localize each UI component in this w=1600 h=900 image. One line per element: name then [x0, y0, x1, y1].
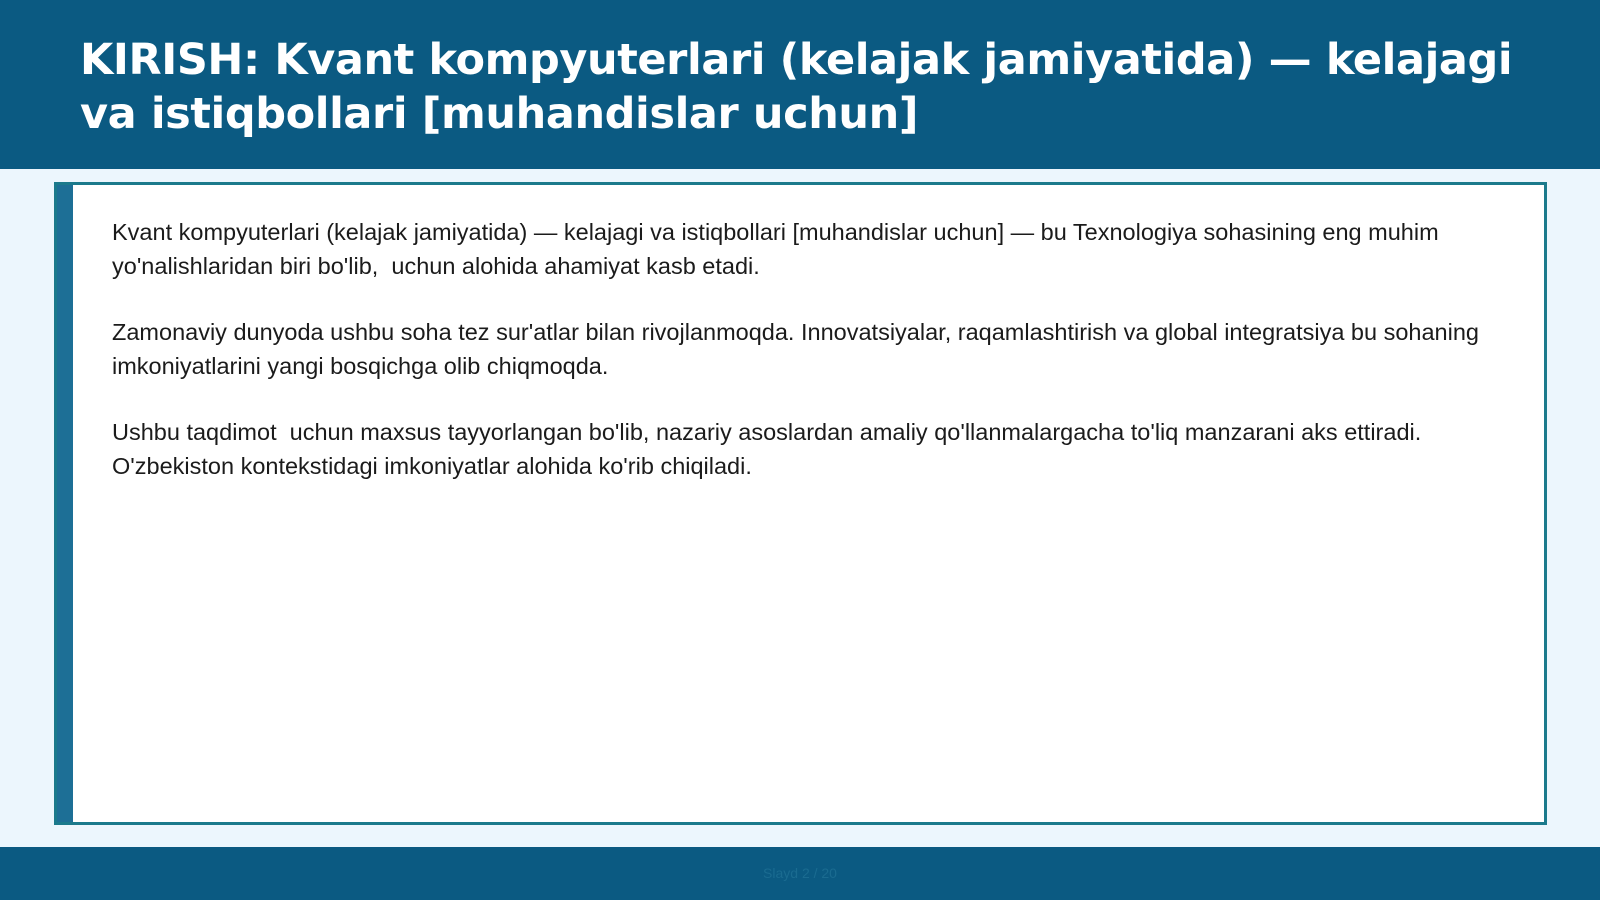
- slide-header: [0, 0, 1600, 169]
- slide-title: KIRISH: Kvant kompyuterlari (kelajak jamiyatida) — kelajagi va istiqbollari [muhandislar uchun]: [80, 35, 1513, 139]
- content-card: [54, 182, 1547, 825]
- slide-number: Slayd 2 / 20: [763, 865, 837, 881]
- paragraph-presentation: Ushbu taqdimot uchun maxsus tayyorlangan bo'lib, nazariy asoslardan amaliy qo'llanmalargacha to'liq manzarani aks ettiradi. O'zbekiston kontekstidagi imkoniyatlar alohida ko'rib chiqiladi.: [112, 419, 1428, 479]
- paragraph-intro: Kvant kompyuterlari (kelajak jamiyatida) — kelajagi va istiqbollari [muhandislar uchun] — bu Texnologiya sohasining eng muhim yo'nalishlaridan biri bo'lib, uchun alohida ahamiyat kasb etadi.: [112, 219, 1446, 279]
- slide-footer: [0, 847, 1600, 900]
- accent-bar: [57, 185, 73, 822]
- paragraph-modern-world: Zamonaviy dunyoda ushbu soha tez sur'atlar bilan rivojlanmoqda. Innovatsiyalar, raqamlashtirish va global integratsiya bu sohaning imkoniyatlarini yangi bosqichga olib chiqmoqda.: [112, 319, 1486, 379]
- content-body: [112, 215, 1502, 515]
